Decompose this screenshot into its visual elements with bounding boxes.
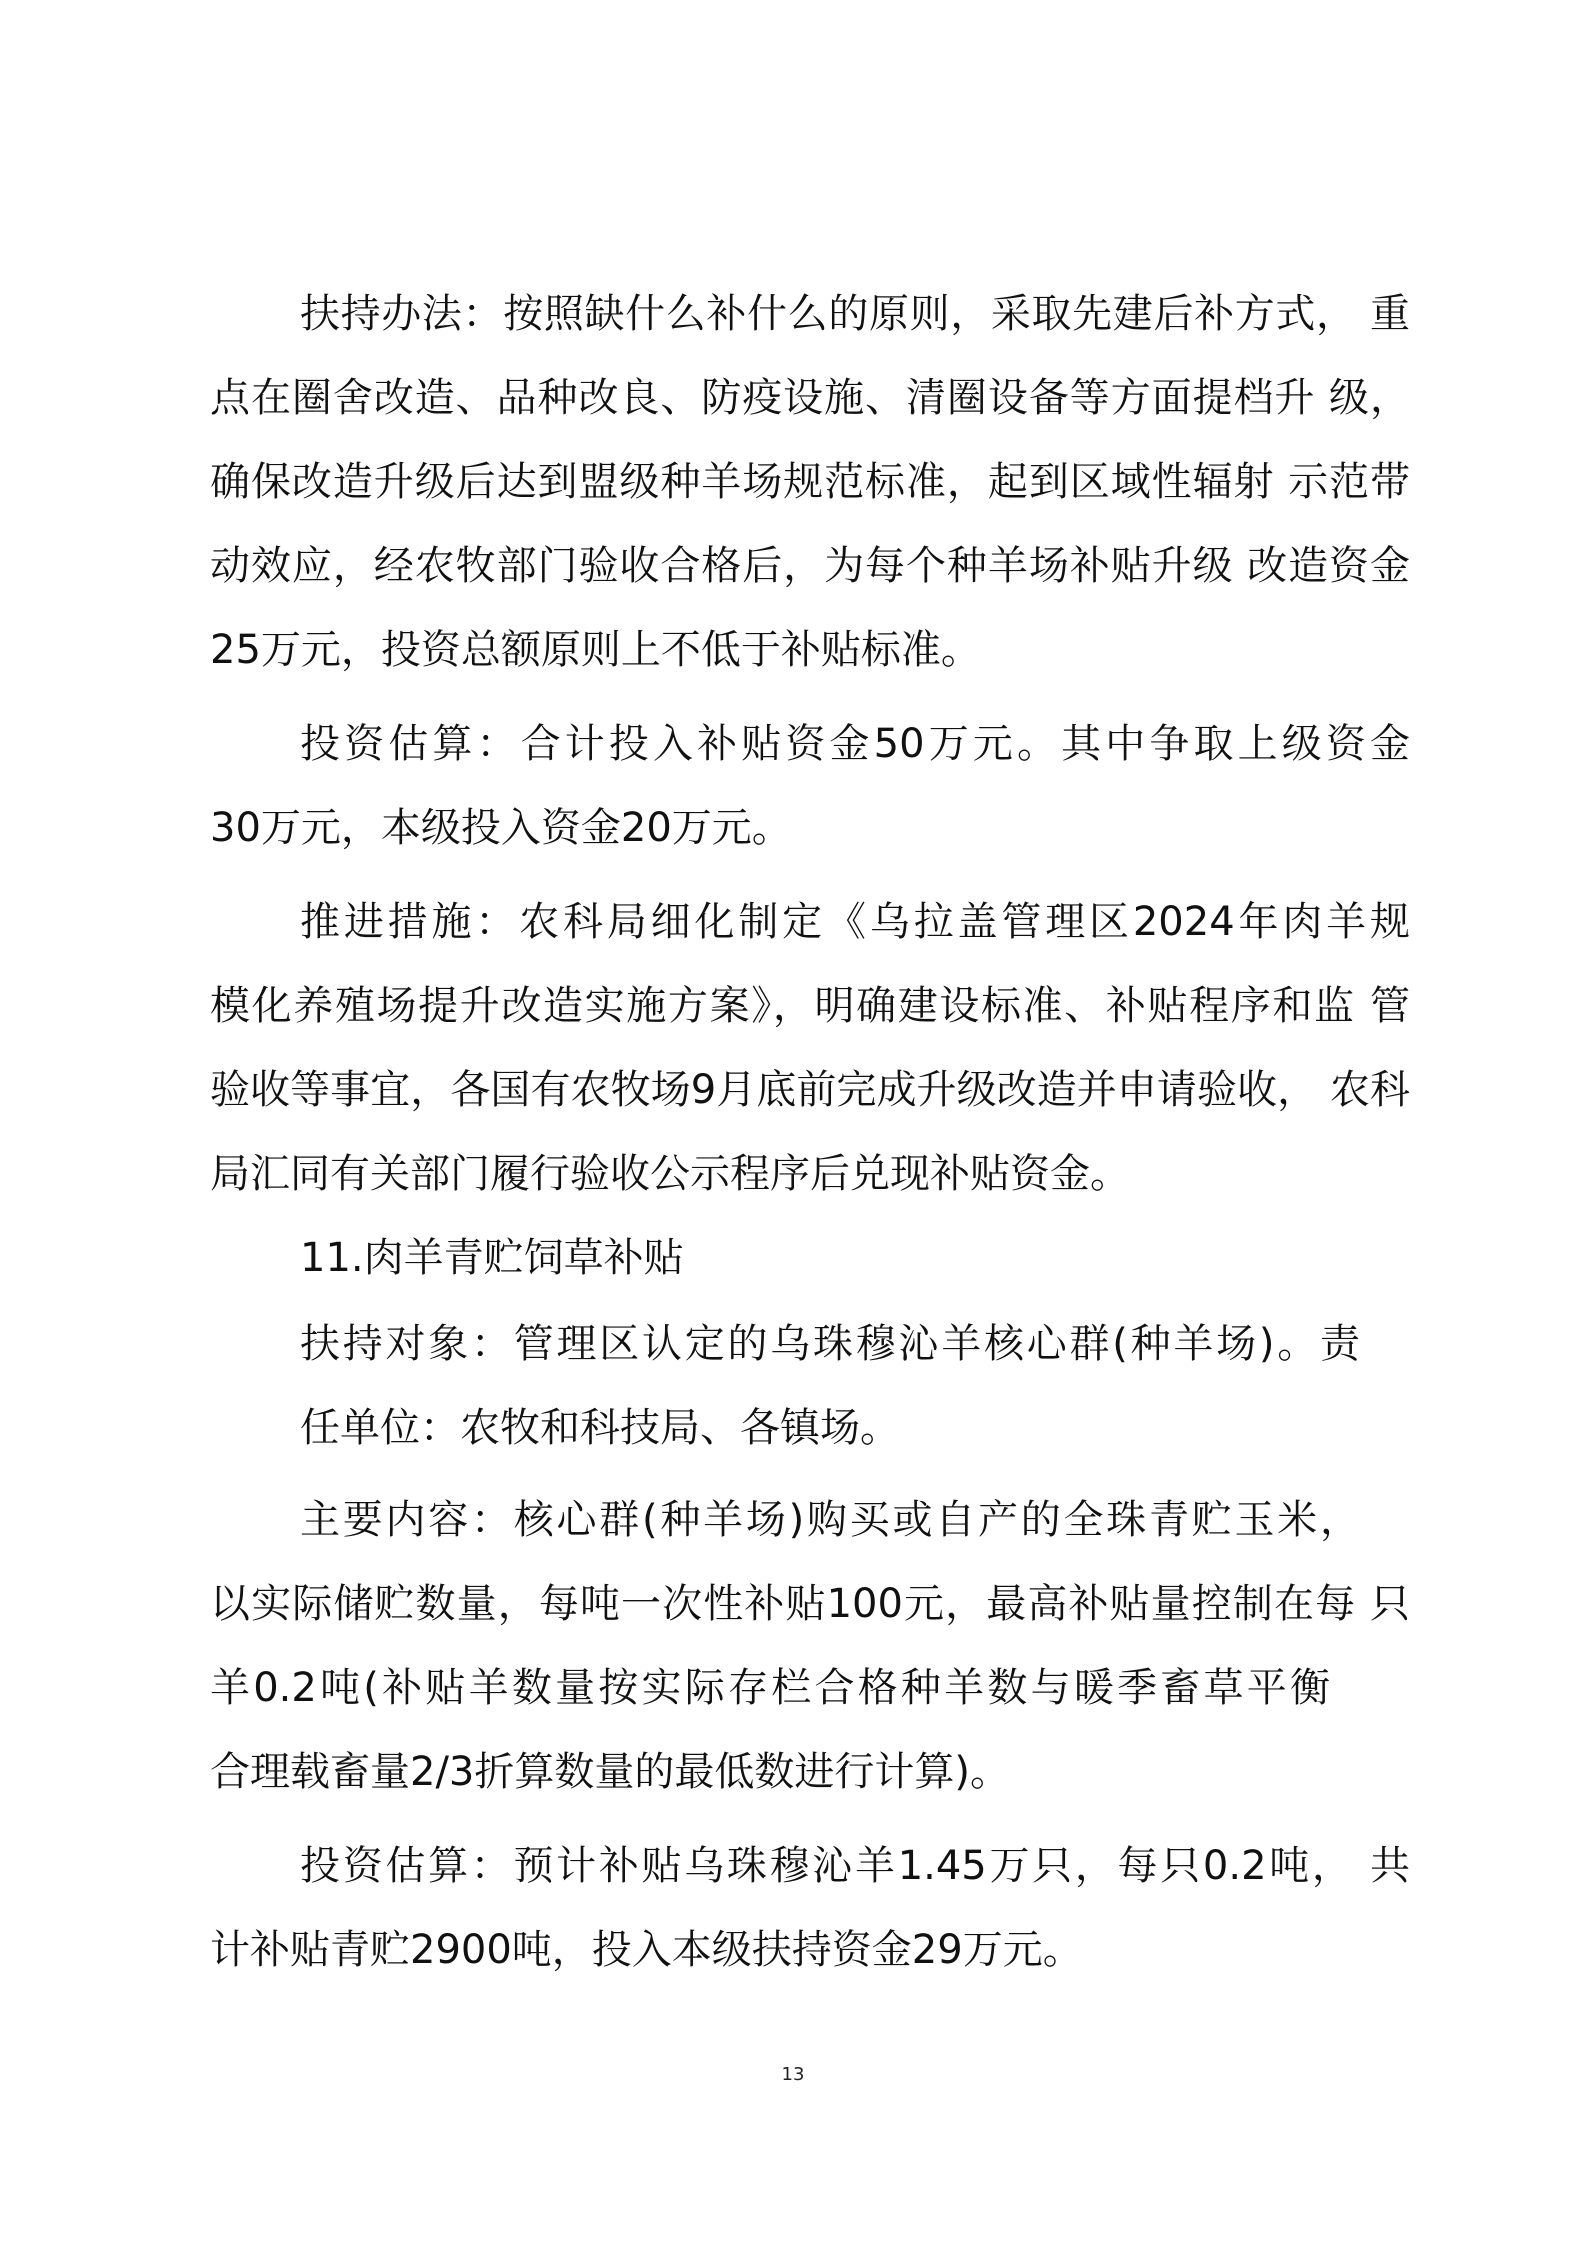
paragraph-line: 扶持办法：按照缺什么补什么的原则，采取先建后补方式， 重 xyxy=(300,291,1410,337)
paragraph-line: 计补贴青贮2900吨，投入本级扶持资金29万元。 xyxy=(210,1927,1083,1973)
paragraph-line: 点在圈舍改造、品种改良、防疫设施、清圈设备等方面提档升 级， xyxy=(210,375,1410,421)
paragraph-line: 羊0.2吨(补贴羊数量按实际存栏合格种羊数与暖季畜草平衡 xyxy=(210,1665,1330,1711)
paragraph-line: 扶持对象：管理区认定的乌珠穆沁羊核心群(种羊场)。责 xyxy=(300,1321,1360,1367)
paragraph-line: 投资估算：预计补贴乌珠穆沁羊1.45万只，每只0.2吨， 共 xyxy=(300,1843,1410,1889)
paragraph-line: 任单位：农牧和科技局、各镇场。 xyxy=(300,1405,900,1451)
paragraph-line: 确保改造升级后达到盟级种羊场规范标准，起到区域性辐射 示范带 xyxy=(210,459,1410,505)
paragraph-line: 模化养殖场提升改造实施方案》，明确建设标准、补贴程序和监 管 xyxy=(210,983,1410,1029)
paragraph-line: 以实际储贮数量，每吨一次性补贴100元，最高补贴量控制在每 只 xyxy=(210,1581,1410,1627)
page-number: 13 xyxy=(781,2064,805,2085)
paragraph-line: 25万元，投资总额原则上不低于补贴标准。 xyxy=(210,627,981,673)
paragraph-line: 动效应，经农牧部门验收合格后，为每个种羊场补贴升级 改造资金 xyxy=(210,543,1410,589)
paragraph-line: 主要内容：核心群(种羊场)购买或自产的全珠青贮玉米， xyxy=(300,1497,1360,1543)
paragraph-line: 30万元，本级投入资金20万元。 xyxy=(210,805,792,851)
section-heading: 11.肉羊青贮饲草补贴 xyxy=(300,1235,684,1281)
paragraph-line: 推进措施：农科局细化制定《乌拉盖管理区2024年肉羊规 xyxy=(300,899,1410,945)
paragraph-line: 局汇同有关部门履行验收公示程序后兑现补贴资金。 xyxy=(210,1151,1130,1197)
paragraph-line: 投资估算：合计投入补贴资金50万元。其中争取上级资金 xyxy=(300,721,1410,767)
paragraph-line: 合理载畜量2/3折算数量的最低数进行计算)。 xyxy=(210,1749,1010,1795)
paragraph-line: 验收等事宜，各国有农牧场9月底前完成升级改造并申请验收， 农科 xyxy=(210,1067,1410,1113)
